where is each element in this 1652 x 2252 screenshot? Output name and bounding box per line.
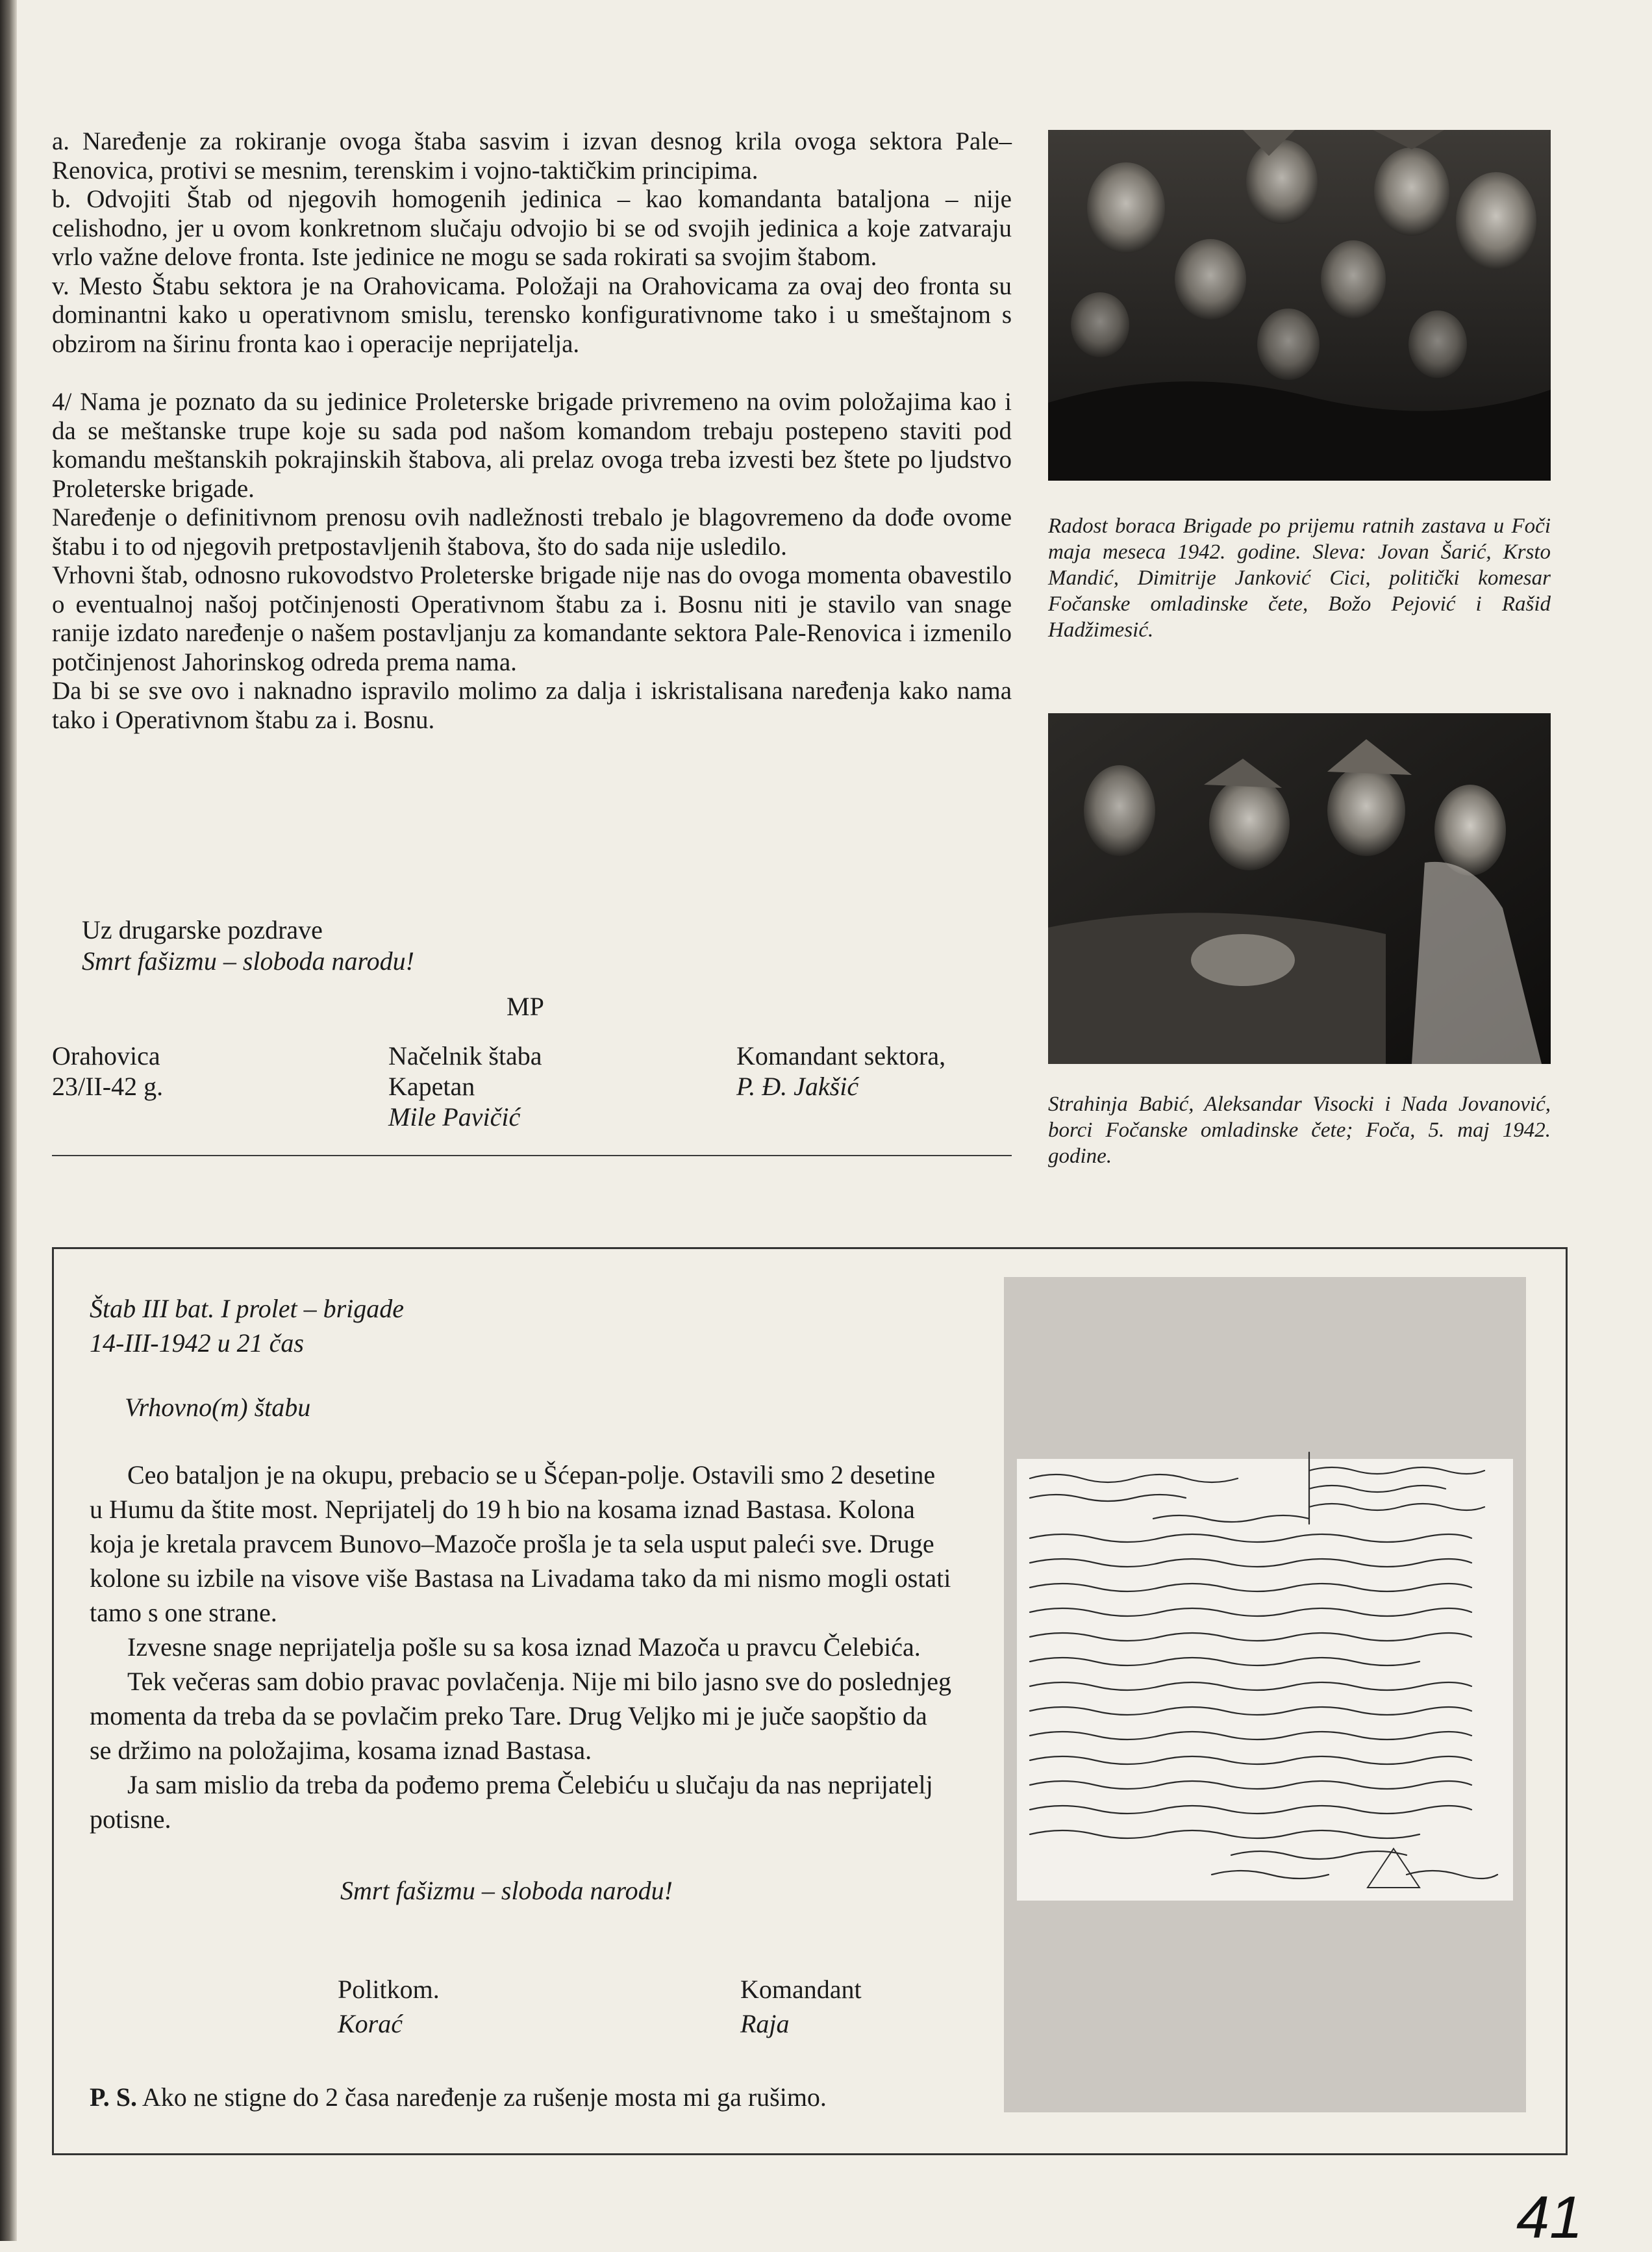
letter-place: Orahovica: [52, 1041, 160, 1070]
photo-caption-1: Radost boraca Brigade po prijemu ratnih zastava u Foči maja meseca 1942. godine. Sleva: Jovan Šarić, Krsto Mandić, Dimitrije Janković Cici, politički komesar Fočanske omladinske čete, Božo Pejović i Rašid Hadžimesić.: [1048, 514, 1551, 642]
photo-group-image: [1048, 130, 1551, 481]
letter-paragraph: 4/ Nama je poznato da su jedinice Proleterske brigade privremeno na ovim položajima kao i da se meštanske trupe koje su sada pod našom komandom trebaju postepeno staviti pod komandu meštanskih pokrajinskih štabova, ali prelaz ovoga treba izvesti bez štete po ljudstvo Proleterske brigade.: [52, 388, 1012, 503]
politkom-title: Politkom.: [338, 1975, 440, 2004]
letter-body: [52, 127, 1012, 735]
document-commander-title: Komandant: [740, 1975, 862, 2004]
document-header-line: 14-III-1942 u 21 čas: [90, 1328, 304, 1358]
document-paragraph: Ceo bataljon je na okupu, prebacio se u Šćepan-polje. Ostavili smo 2 desetine u Humu da štite most. Neprijatelj do 19 h bio na kosama iznad Bastasa. Kolona koja je kretala pravcem Bunovo–Mazoče prošla je ta sela usput paleći sve. Druge kolone su izbile na visove više Bastasa na Livadama tako da mi nismo mogli ostati tamo s one strane.: [90, 1460, 951, 1627]
document-body: [90, 1458, 955, 1836]
document-addressee: [125, 1390, 310, 1424]
photo-caption-2: Strahinja Babić, Aleksandar Visocki i Nada Jovanović, borci Fočanske omladinske čete; Foča, 5. maj 1942. godine.: [1048, 1093, 1551, 1168]
letter-chief-signature: [388, 1041, 542, 1132]
document-paragraph: Ja sam mislio da treba da pođemo prema Čelebiću u slučaju da nas neprijatelj potisne.: [90, 1770, 933, 1834]
document-paragraph: Tek večeras sam dobio pravac povlačenja. Nije mi bilo jasno sve do poslednjeg momenta da treba da se povlačim preko Tare. Drug Veljko mi je juče saopštio da se držimo na položajima, kosama iznad Bastasa.: [90, 1667, 952, 1765]
letter-paragraph: Naređenje o definitivnom prenosu ovih nadležnosti trebalo je blagovremeno da dođe ovome štabu i to od njegovih pretpostavljenih štabova, što do sada nije usledilo.: [52, 503, 1012, 561]
letter-date: 23/II-42 g.: [52, 1072, 164, 1101]
ps-text: Ako ne stigne do 2 časa naređenje za rušenje mosta mi ga rušimo.: [142, 2082, 827, 2112]
addressee-text: Vrhovno(m) štabu: [125, 1393, 311, 1422]
letter-commander-signature: [736, 1041, 945, 1102]
photo-trio-image: [1048, 713, 1551, 1064]
document-commander-signature: [740, 1972, 862, 2041]
document-postscript: [90, 2080, 869, 2114]
letter-paragraph: Vrhovni štab, odnosno rukovodstvo Proleterske brigade nije nas do ovoga momenta obavestilo o eventualnoj našoj potčinjenosti Operativnom štabu za i. Bosnu niti je stavilo van snage ranije izdato naređenje o našem postavljanju za komandante sektora Pale-Renovica i izmenilo potčinjenost Jahorinskog odreda prema nama.: [52, 561, 1012, 676]
letter-paragraph: v. Mesto Štabu sektora je na Orahovicama. Položaji na Orahovicama za ovaj deo fronta su dominantni kako u operativnom smislu, terensko konfigurativnome tako i u smeštajnom s obzirom na širinu fronta kao i operacije neprijatelja.: [52, 272, 1012, 358]
document-slogan-text: Smrt fašizmu – sloboda narodu!: [340, 1876, 673, 1905]
document-commander-name: Raja: [740, 2009, 790, 2038]
letter-greeting: Uz drugarske pozdrave: [82, 915, 323, 944]
commander-name: P. Đ. Jakšić: [736, 1072, 859, 1101]
politkom-name: Korać: [338, 2009, 403, 2038]
commander-title: Komandant sektora,: [736, 1041, 946, 1070]
document-header: [90, 1291, 404, 1360]
chief-title: Načelnik štaba: [388, 1041, 542, 1070]
document-header-line: Štab III bat. I prolet – brigade: [90, 1294, 405, 1323]
document-paragraph: Izvesne snage neprijatelja pošle su sa kosa iznad Mazoča u pravcu Čelebića.: [127, 1632, 921, 1662]
letter-place-date: [52, 1041, 163, 1102]
letter-stamp: MP: [507, 992, 544, 1021]
handwritten-note-image: [1004, 1277, 1526, 2112]
letter-paragraph: Da bi se sve ovo i naknadno ispravilo molimo za dalja i iskristalisana naređenja kako nama tako i Operativnom štabu za i. Bosnu.: [52, 677, 1012, 734]
document-slogan: [340, 1873, 673, 1908]
page-number: 41: [1516, 2184, 1583, 2251]
chief-name: Mile Pavičić: [388, 1102, 521, 1132]
ps-label: P. S.: [90, 2082, 138, 2112]
handwritten-facsimile: [1004, 1277, 1526, 2112]
photo-fighters-trio: [1048, 713, 1551, 1064]
book-spine-shadow: [0, 0, 17, 2241]
photo-fighters-group: [1048, 130, 1551, 481]
document-politkom-signature: [338, 1972, 440, 2041]
section-divider: [52, 1155, 1012, 1156]
chief-rank: Kapetan: [388, 1072, 475, 1101]
letter-slogan: Smrt fašizmu – sloboda narodu!: [82, 946, 414, 976]
letter-paragraph: a. Naređenje za rokiranje ovoga štaba sasvim i izvan desnog krila ovoga sektora Pale–Renovica, protivi se mesnim, terenskim i vojno-taktičkim principima.: [52, 127, 1012, 184]
letter-paragraph: b. Odvojiti Štab od njegovih homogenih jedinica – kao komandanta bataljona – nije celishodno, jer u ovom konkretnom slučaju odvojio bi se od svojih jedinica a koje zatvaraju vrlo važne delove fronta. Iste jedinice ne mogu se sada rokirati sa svojim štabom.: [52, 185, 1012, 271]
